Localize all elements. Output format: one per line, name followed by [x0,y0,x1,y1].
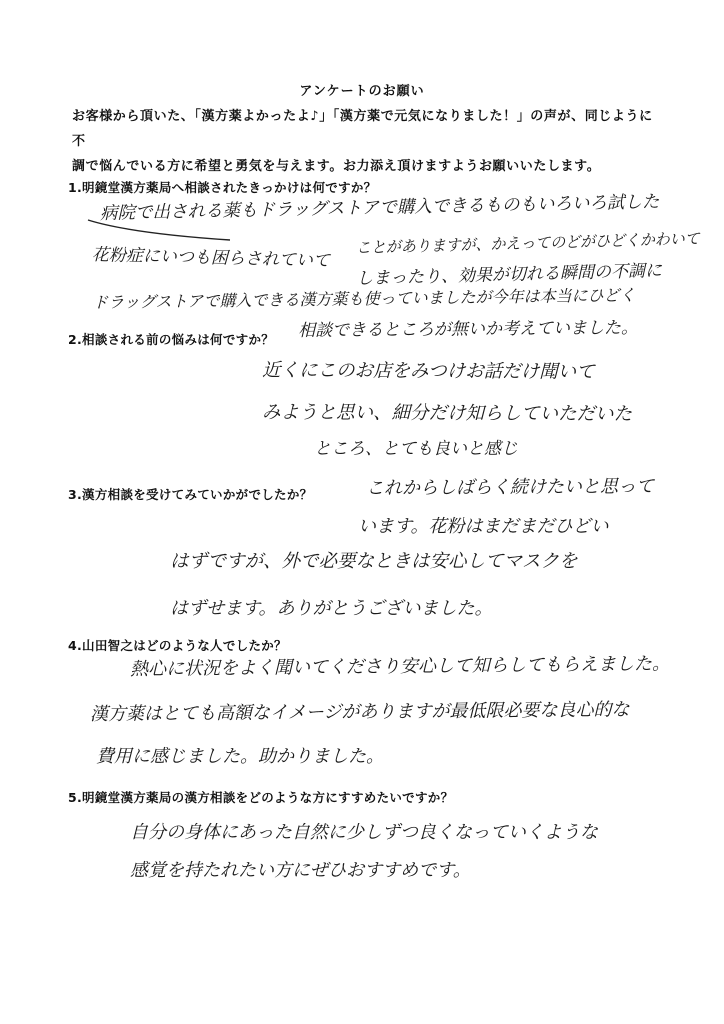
intro-line: 調で悩んでいる方に希望と勇気を与えます。お力添え頂けますようお願いいたします。 [72,159,601,174]
answer-1-line: 病院で出される薬もドラッグストアで購入できるものもいろいろ試した [99,192,660,224]
answer-3-line: います。花粉はまだまだひどい [358,516,609,537]
answer-1-line: 花粉症にいつも困らされていて [91,245,331,272]
question-3-label: 3.漢方相談を受けてみていかがでしたか？ [68,487,313,502]
answer-3-line: これからしばらく続けたいと思って [365,475,655,499]
answer-2-line: 相談できるところが無いか考えていました。 [297,318,639,341]
answer-3-line: はずせます。ありがとうございました。 [170,598,493,619]
question-1-label: 1.明鏡堂漢方薬局へ相談されたきっかけは何ですか？ [68,180,377,195]
handwritten-connector-stroke [80,216,240,246]
answer-1-line: ことがありますが、かえってのどがひどくかわいて [355,229,700,257]
question-5-label: 5.明鏡堂漢方薬局の漢方相談をどのような方にすすめたいですか？ [68,790,454,805]
answer-1-line: しまったり、効果が切れる瞬間の不調に [355,260,663,289]
answer-4-line: 費用に感じました。助かりました。 [96,746,384,767]
question-4-label: 4.山田智之はどのような人でしたか？ [68,638,287,653]
answer-2-line: みようと思い、細分だけ知らしていただいた [261,402,633,425]
answer-3-line: はずですが、外で必要なときは安心してマスクを [170,551,578,572]
answer-5-line: 自分の身体にあった自然に少しずつ良くなっていくような [130,822,598,843]
intro-text [72,104,662,179]
answer-1-line: ドラッグストアで購入できる漢方薬も使っていましたが今年は本当にひどく [91,285,636,312]
question-2-label: 2.相談される前の悩みは何ですか？ [68,332,275,347]
answer-4-line: 熱心に状況をよく聞いてくださり安心して知らしてもらえました。 [129,653,671,680]
answer-2-line: 近くにこのお店をみつけお話だけ聞いて [261,360,595,383]
intro-line: お客様から頂いた、「漢方薬よかったよ♪」「漢方薬で元気になりました！」の声が、同じように不 [72,109,653,149]
answer-2-line: ところ、とても良いと感じ [314,439,518,459]
answer-5-line: 感覚を持たれたい方にぜひおすすめです。 [130,860,471,881]
answer-4-line: 漢方薬はとても高額なイメージがありますが最低限必要な良心的な [89,699,630,725]
page-title: アンケートのお願い [299,84,425,99]
